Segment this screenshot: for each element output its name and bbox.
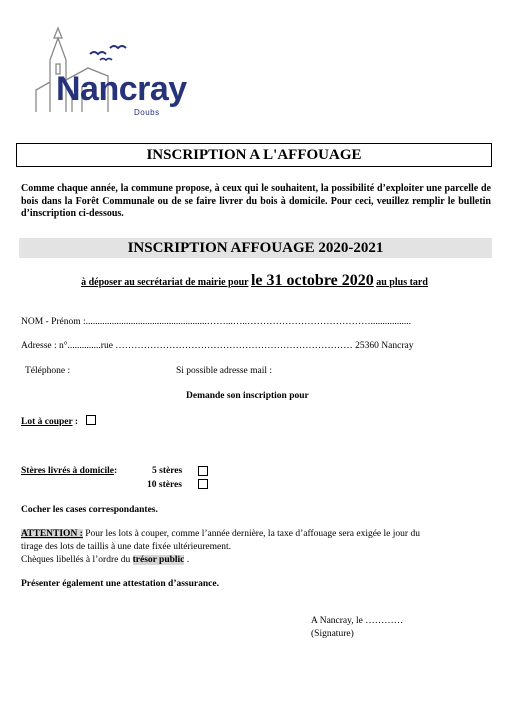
- check-instruction: Cocher les cases correspondantes.: [21, 505, 158, 515]
- address-field[interactable]: Adresse : n°..............rue ………………………………………………………………… 25360 Nancray: [21, 341, 414, 351]
- deadline-prefix: à déposer au secrétariat de mairie pour: [81, 277, 249, 288]
- email-field[interactable]: Si possible adresse mail :: [176, 366, 273, 376]
- deadline-date: le 31 octobre 2020: [250, 272, 374, 289]
- lot-sep: :: [72, 417, 79, 427]
- request-label: Demande son inscription pour: [186, 391, 309, 401]
- steres-option-10: [147, 480, 182, 490]
- steres-option-5-label: 5 stères: [152, 466, 183, 476]
- intro-paragraph: Comme chaque année, la commune propose, à ceux qui le souhaitent, la possibilité d’exploiter une parcelle de bois dans la Forêt Communale ou de se faire livrer du bois à domicile. Pour ceci, veuillez remplir le bulletin d’inscription ci-dessous.: [21, 183, 491, 219]
- cheques-highlight: trésor public: [132, 555, 185, 565]
- logo-region: Doubs: [134, 108, 160, 117]
- deadline: [0, 272, 509, 290]
- attention-label: ATTENTION :: [21, 529, 83, 539]
- steres-option-5: [152, 466, 182, 476]
- lot-label: Lot à couper: [21, 417, 73, 427]
- steres-5-checkbox[interactable]: [198, 466, 208, 476]
- phone-field[interactable]: Téléphone :: [25, 366, 71, 376]
- form-subtitle: INSCRIPTION AFFOUAGE 2020-2021: [19, 238, 492, 258]
- deadline-suffix: au plus tard: [376, 277, 428, 288]
- attention-line2: tirage des lots de taillis à une date fixée ultérieurement.: [21, 542, 231, 552]
- steres-option-10-label: 10 stères: [147, 480, 182, 490]
- logo-name: Nancray: [56, 70, 187, 108]
- attention-text: Pour les lots à couper, comme l’année dernière, la taxe d’affouage sera exigée le jour du: [82, 529, 420, 539]
- signature-place[interactable]: A Nancray, le …………: [311, 616, 404, 626]
- steres-label: Stères livrés à domicile: [21, 466, 114, 476]
- lot-row: [21, 415, 96, 427]
- cheques-line: [21, 555, 189, 565]
- attestation-note: Présenter également une attestation d’assurance.: [21, 579, 219, 589]
- cheques-prefix: Chèques libellés à l’ordre du: [21, 555, 133, 565]
- lot-checkbox[interactable]: [86, 415, 96, 425]
- steres-sep: :: [113, 466, 118, 476]
- steres-row: [21, 466, 117, 476]
- cheques-suffix: .: [184, 555, 190, 565]
- steres-10-checkbox[interactable]: [198, 479, 208, 489]
- attention-line: [21, 529, 491, 539]
- signature-label: (Signature): [311, 629, 354, 639]
- page-title: INSCRIPTION A L'AFFOUAGE: [16, 143, 492, 167]
- name-field[interactable]: NOM - Prénom :...................................................……...…..………………………………….................: [21, 317, 412, 327]
